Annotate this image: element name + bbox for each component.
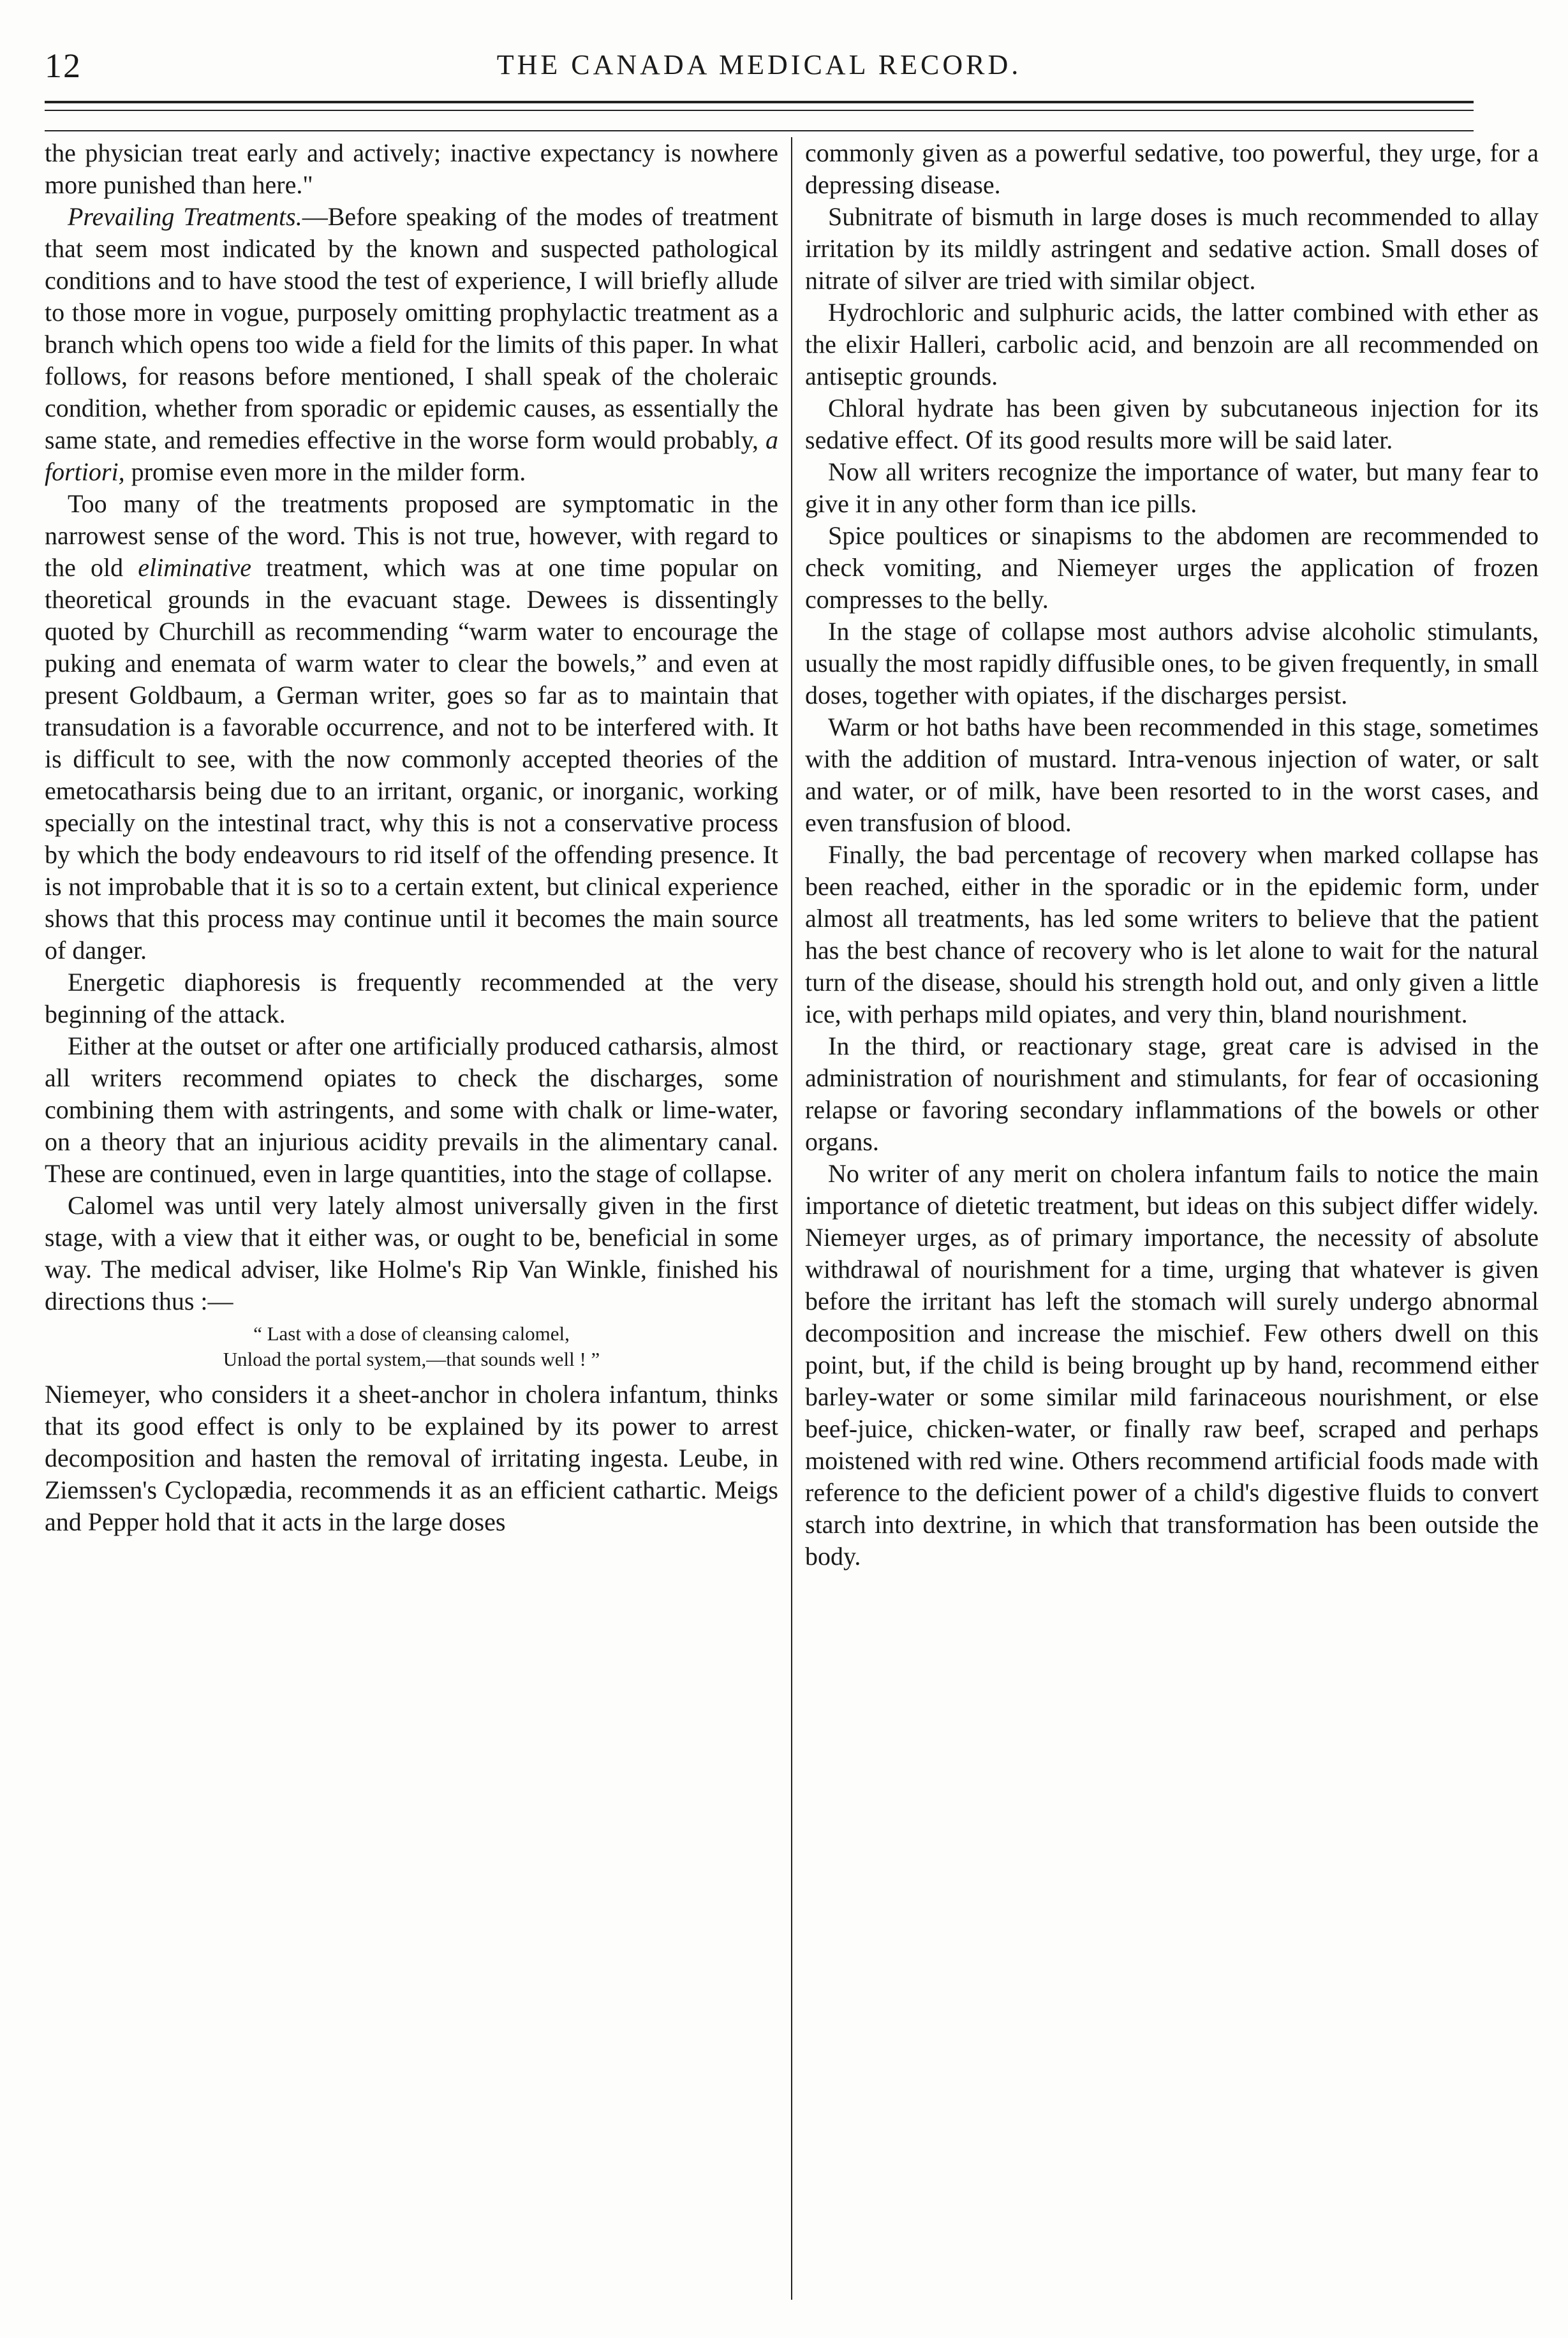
paragraph-text: promise even more in the milder form. — [124, 457, 526, 486]
emphasis-text: a fortiori, — [45, 425, 778, 486]
paragraph — [45, 201, 778, 488]
paragraph: Either at the outset or after one artificially produced catharsis, almost all writers recommend opiates to check the discharges, some combining them with astringents, and some with chalk or lime-water, on a theory that an injurious acidity prevails in the alimentary canal. These are continued, even in large quantities, into the stage of collapse. — [45, 1032, 778, 1188]
header-rule-under — [45, 130, 1474, 131]
paragraph: Hydrochloric and sulphuric acids, the latter combined with ether as the elixir Halleri, carbolic acid, and benzoin are all recommended on antiseptic grounds. — [805, 298, 1539, 390]
paragraph: No writer of any merit on cholera infantum fails to notice the main importance of dietetic treatment, but ideas on this subject differ widely. Niemeyer urges, as of primary importance, the necessity of absolute withdrawal of nourishment for a time, urging that whatever is given before the irritant has left the stomach will surely undergo abnormal decomposition and increase the mischief. Few others dwell on this point, but, if the child is being brought up by hand, recommend either barley-water or some similar mild farinaceous nourishment, or else beef-juice, chicken-water, or finally raw beef, scraped and perhaps moistened with red wine. Others recommend artificial foods made with reference to the deficient power of a child's digestive fluids to convert starch into dextrine, in which that transformation has been outside the body. — [805, 1159, 1539, 1571]
paragraph: Finally, the bad percentage of recovery when marked collapse has been reached, either in the sporadic or in the epidemic form, under almost all treatments, has led some writers to believe that the patient has the best chance of recovery who is let alone to wait for the natural turn of the disease, should his strength hold out, and only given a little ice, with perhaps mild opiates, and very thin, bland nourishment. — [805, 840, 1539, 1028]
paragraph: Calomel was until very lately almost universally given in the first stage, with a view that it either was, or ought to be, beneficial in some way. The medical adviser, like Holme's Rip Van Winkle, finished his directions thus :— — [45, 1191, 778, 1315]
paragraph: In the stage of collapse most authors advise alcoholic stimulants, usually the most rapidly diffusible ones, to be given frequently, in small doses, together with opiates, if the discharges persist. — [805, 617, 1539, 709]
right-column — [805, 137, 1539, 2306]
page-number: 12 — [45, 47, 82, 85]
paragraph: Subnitrate of bismuth in large doses is much recommended to allay irritation by its mildly astringent and sedative action. Small doses of nitrate of silver are tried with similar object. — [805, 202, 1539, 295]
verse-quote — [45, 1321, 778, 1372]
quote-line: “ Last with a dose of cleansing calomel, — [253, 1322, 570, 1345]
paragraph: Niemeyer, who considers it a sheet-anchor in cholera infantum, thinks that its good effect is only to be explained by its power to arrest decomposition and hasten the removal of irritating ingesta. Leube, in Ziemssen's Cyclopædia, recommends it as an efficient cathartic. Meigs and Pepper hold that it acts in the large doses — [45, 1380, 778, 1536]
paragraph: Spice poultices or sinapisms to the abdomen are recommended to check vomiting, and Niemeyer urges the application of frozen compresses to the belly. — [805, 521, 1539, 614]
journal-title: THE CANADA MEDICAL RECORD. — [496, 49, 1022, 80]
paragraph — [45, 488, 778, 966]
paragraph-text: —Before speaking of the modes of treatment that seem most indicated by the known and suspected pathological conditions and to have stood the test of experience, I will briefly allude to those more in vogue, purposely omitting prophylactic treatment as a branch which opens too wide a field for the limits of this paper. In what follows, for reasons before mentioned, I shall speak of the choleraic condition, whether from sporadic or epidemic causes, as essentially the same state, and remedies effective in the worse form would probably, — [45, 202, 778, 454]
column-divider — [791, 137, 792, 2300]
header-rule-top — [45, 101, 1474, 103]
paragraph: Energetic diaphoresis is frequently recommended at the very beginning of the attack. — [45, 968, 778, 1028]
left-column — [45, 137, 778, 2306]
paragraph-text: Too many of the treatments proposed are symptomatic in the narrowest sense of the word. This is not true, however, with regard to the old — [45, 489, 778, 582]
quote-line: Unload the portal system,—that sounds well ! ” — [223, 1348, 600, 1370]
paragraph: commonly given as a powerful sedative, too powerful, they urge, for a depressing disease. — [805, 138, 1539, 199]
paragraph: Warm or hot baths have been recommended in this stage, sometimes with the addition of mustard. Intra-venous injection of water, or salt and water, or of milk, have been resorted to in the worst cases, and even transfusion of blood. — [805, 713, 1539, 837]
section-heading: Prevailing Treatments. — [68, 202, 302, 231]
paragraph: Now all writers recognize the importance of water, but many fear to give it in any other form than ice pills. — [805, 457, 1539, 518]
paragraph: the physician treat early and actively; inactive expectancy is nowhere more punished than here." — [45, 138, 778, 199]
header-rule-bottom — [45, 110, 1474, 111]
page-header — [45, 41, 1474, 92]
paragraph: Chloral hydrate has been given by subcutaneous injection for its sedative effect. Of its good results more will be said later. — [805, 394, 1539, 454]
paragraph: In the third, or reactionary stage, great care is advised in the administration of nourishment and stimulants, for fear of occasioning relapse or favoring secondary inflammations of the bowels or other organs. — [805, 1032, 1539, 1156]
emphasis-text: eliminative — [138, 553, 251, 582]
paragraph-text: treatment, which was at one time popular on theoretical grounds in the evacuant stage. Dewees is dissentingly quoted by Churchill as recommending “warm water to encourage the puking and enemata of warm water to clear the bowels,” and even at present Goldbaum, a German writer, goes so far as to maintain that transudation is a favorable occurrence, and not to be interfered with. It is difficult to see, with the now commonly accepted theories of the emetocatharsis being due to an irritant, organic, or inorganic, working specially on the intestinal tract, why this is not a conservative process by which the body endeavours to rid itself of the offending presence. It is not improbable that it is so to a certain extent, but clinical experience shows that this process may continue until it becomes the main source of danger. — [45, 553, 778, 965]
